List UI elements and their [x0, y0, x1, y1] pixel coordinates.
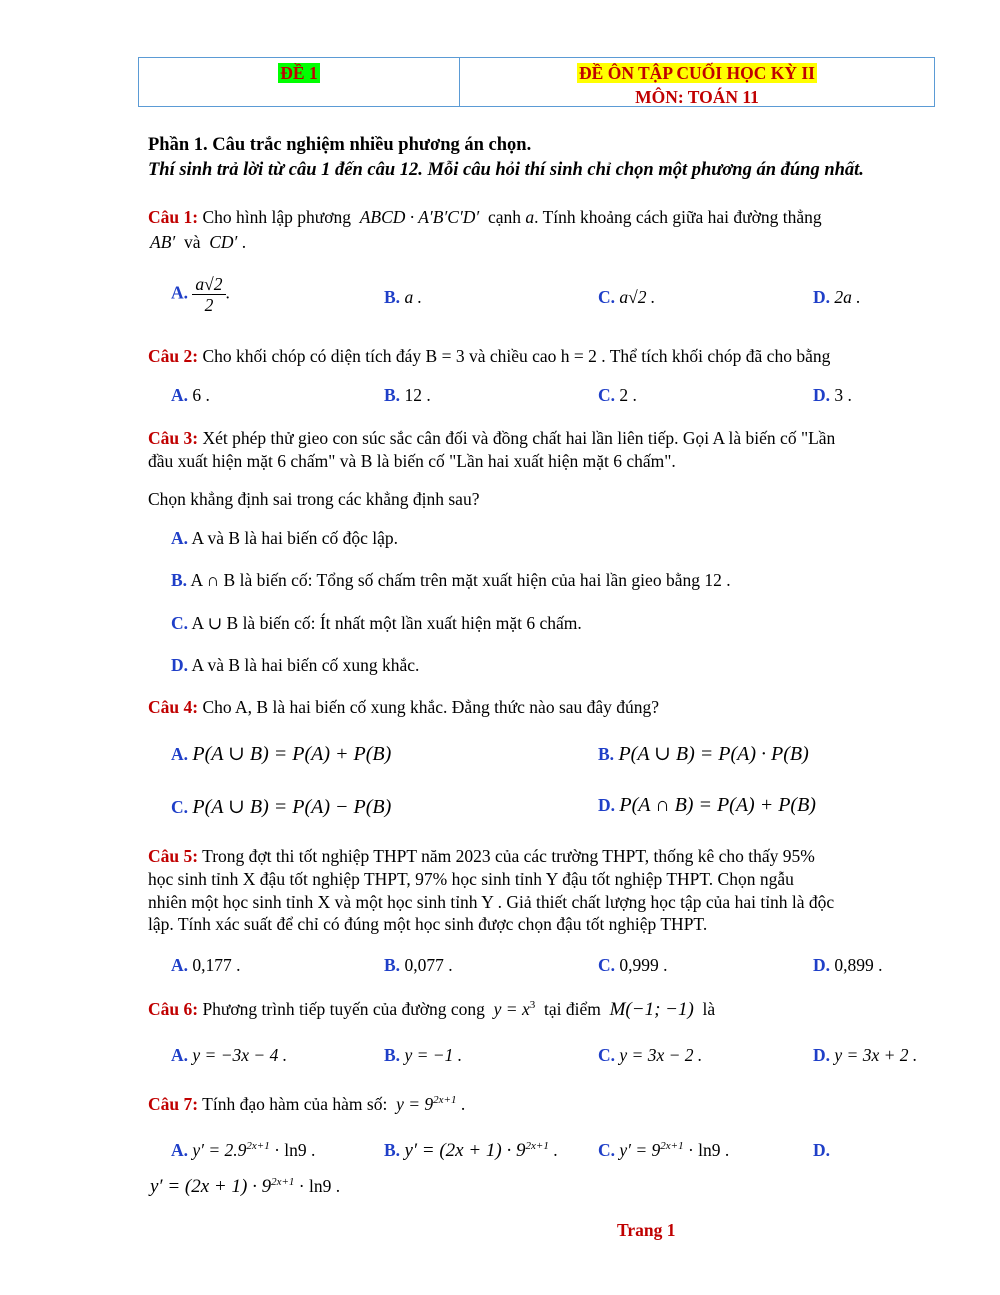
q7-option-a[interactable] [171, 1140, 315, 1161]
q3-option-c-text: A ∪ B là biến cố: Ít nhất một lần xuất hiện mặt 6 chấm. [191, 613, 582, 633]
q3-option-a-text: A và B là hai biến cố độc lập. [191, 528, 398, 548]
q1-option-a-label: A. [171, 282, 189, 303]
question-7: Câu 7: Tính đạo hàm của hàm số: $y = 9^{2x+1}$ . [148, 1094, 466, 1114]
q7-option-c-label: C. [598, 1140, 616, 1160]
question-2-text: Cho khối chóp có diện tích đáy B = 3 và chiều cao h = 2 . Thể tích khối chóp đã cho bằng [202, 346, 831, 366]
q1-option-a-denominator: 2 [204, 295, 214, 315]
question-7-text: Tính đạo hàm của hàm số: [202, 1094, 388, 1114]
q2-option-b-label: B. [384, 385, 401, 405]
q4-option-a-label: A. [171, 744, 189, 764]
q7-option-d-label-wrap[interactable] [813, 1140, 830, 1161]
q3-option-a[interactable] [171, 528, 398, 549]
q5-option-b-text: 0,077 . [404, 955, 453, 975]
q3-option-d-label: D. [171, 655, 189, 675]
q7-option-d-exp: 2x+1 [271, 1176, 295, 1189]
question-1-text-b: cạnh [488, 207, 522, 227]
q5-option-c-text: 0,999 . [619, 955, 668, 975]
part-instruction: Thí sinh trả lời từ câu 1 đến câu 12. Mỗi câu hỏi thí sinh chỉ chọn một phương án đúng nhất. [148, 160, 864, 180]
question-6-text-b: tại điểm [543, 999, 601, 1019]
question-3-text-2: đầu xuất hiện mặt 6 chấm" và B là biến cố "Lần hai xuất hiện mặt 6 chấm". [148, 451, 676, 471]
question-1-text: Cho hình lập phương [202, 207, 351, 227]
q5-option-d-text: 0,899 . [834, 955, 883, 975]
q4-option-c[interactable] [171, 794, 391, 819]
q5-option-d[interactable] [813, 955, 883, 976]
question-1-line-cd: CD′ [209, 232, 238, 252]
q2-option-d-text: 3 . [834, 385, 852, 405]
question-6-text-a: Phương trình tiếp tuyến của đường cong [202, 999, 485, 1019]
question-4 [148, 697, 659, 718]
q3-option-b[interactable] [171, 570, 731, 591]
question-5-text-1: Trong đợt thi tốt nghiệp THPT năm 2023 của các trường THPT, thống kê cho thấy 95% [202, 846, 815, 866]
q2-option-a[interactable] [171, 385, 210, 406]
part-title: Phần 1. Câu trắc nghiệm nhiều phương án chọn. [148, 135, 532, 155]
q1-option-d-text: 2a . [834, 287, 861, 307]
q2-option-a-label: A. [171, 385, 189, 405]
q5-option-a-text: 0,177 . [192, 955, 241, 975]
question-1-line1 [148, 207, 822, 228]
q2-option-d[interactable] [813, 385, 852, 406]
question-5-line1 [148, 846, 815, 867]
question-1-and: và [183, 232, 201, 252]
q1-option-d[interactable] [813, 287, 861, 308]
q4-option-b-label: B. [598, 744, 615, 764]
q7-option-c-pre: y′ = 9 [619, 1140, 661, 1160]
question-6 [148, 999, 715, 1021]
q1-option-a-fraction [192, 274, 225, 315]
q7-option-c[interactable] [598, 1140, 729, 1161]
q7-option-b-label: B. [384, 1140, 401, 1160]
q2-option-c[interactable] [598, 385, 637, 406]
q6-option-d[interactable] [813, 1045, 917, 1066]
question-3-line1 [148, 428, 835, 449]
q3-option-d[interactable] [171, 655, 419, 676]
q6-option-b[interactable] [384, 1045, 462, 1066]
q7-option-d-post: · ln9 . [294, 1176, 341, 1196]
q1-option-c-label: C. [598, 287, 616, 307]
q7-option-a-post: · ln9 . [269, 1140, 316, 1160]
q5-option-b-label: B. [384, 955, 401, 975]
q7-option-a-label: A. [171, 1140, 189, 1160]
q6-option-b-text: y = −1 . [404, 1045, 463, 1065]
q6-option-d-text: y = 3x + 2 . [834, 1045, 918, 1065]
q4-option-a[interactable] [171, 741, 391, 766]
q3-option-c[interactable] [171, 613, 582, 634]
question-4-text: Cho A, B là hai biến cố xung khắc. Đẳng thức nào sau đây đúng? [202, 697, 660, 717]
q2-option-b-text: 12 . [404, 385, 431, 405]
question-1-text-c: . Tính khoảng cách giữa hai đường thẳng [534, 207, 822, 227]
q6-option-c-text: y = 3x − 2 . [619, 1045, 703, 1065]
q4-option-a-text: P(A ∪ B) = P(A) + P(B) [192, 743, 392, 765]
q2-option-a-text: 6 . [192, 385, 210, 405]
question-6-label: Câu 6: [148, 999, 199, 1019]
q3-option-c-label: C. [171, 613, 189, 633]
q4-option-d-text: P(A ∩ B) = P(A) + P(B) [619, 794, 816, 816]
q5-option-c-label: C. [598, 955, 616, 975]
question-6-point: M(−1; −1) [609, 999, 694, 1020]
q6-option-a-label: A. [171, 1045, 189, 1065]
q7-option-b-post: . [548, 1140, 558, 1160]
q1-option-b-text: a . [404, 287, 422, 307]
q6-option-b-label: B. [384, 1045, 401, 1065]
question-7-func-exp: 2x+1 [433, 1094, 457, 1107]
q3-option-b-label: B. [171, 570, 188, 590]
q5-option-b[interactable] [384, 955, 453, 976]
q7-option-d-label: D. [813, 1140, 831, 1160]
q4-option-b-text: P(A ∪ B) = P(A) · P(B) [618, 743, 809, 765]
q6-option-a[interactable] [171, 1045, 287, 1066]
q4-option-c-label: C. [171, 797, 189, 817]
question-7-func: y = 9 [396, 1094, 434, 1114]
question-7-label: Câu 7: [148, 1094, 199, 1114]
exam-header-table [138, 57, 935, 107]
q7-option-c-exp: 2x+1 [660, 1140, 684, 1153]
q5-option-c[interactable] [598, 955, 668, 976]
question-5-label: Câu 5: [148, 846, 199, 866]
exam-title-cell [460, 58, 934, 106]
exam-title: ĐỀ ÔN TẬP CUỐI HỌC KỲ II [579, 63, 815, 83]
q2-option-c-label: C. [598, 385, 616, 405]
question-3-text-1: Xét phép thử gieo con súc sắc cân đối và đồng chất hai lần liên tiếp. Gọi A là biến cố "Lần [202, 428, 836, 448]
question-5-text-3: nhiên một học sinh tỉnh X và một học sinh tỉnh Y . Giả thiết chất lượng học tập của hai tỉnh là độc [148, 892, 835, 912]
question-1-line-ab: AB′ [150, 232, 176, 252]
q5-option-d-label: D. [813, 955, 831, 975]
q6-option-d-label: D. [813, 1045, 831, 1065]
question-5-text-4: lập. Tính xác suất để chỉ có đúng một học sinh được chọn đậu tốt nghiệp THPT. [148, 914, 708, 934]
q5-option-a[interactable] [171, 955, 241, 976]
question-5-text-2: học sinh tỉnh X đậu tốt nghiệp THPT, 97% học sinh tỉnh Y đậu tốt nghiệp THPT. Chọn ngẫu [148, 869, 794, 889]
question-1-cube: ABCD · A′B′C′D′ [359, 207, 480, 227]
q7-option-d-pre: y′ = (2x + 1) · 9 [150, 1176, 272, 1197]
question-1-line2: AB′ và CD′ . [150, 232, 247, 252]
exam-code: ĐỀ 1 [280, 63, 318, 83]
q6-option-a-text: y = −3x − 4 . [192, 1045, 288, 1065]
q7-option-a-exp: 2x+1 [246, 1140, 270, 1153]
q1-option-a-numerator: a√2 [192, 274, 225, 295]
question-6-curve-exp: 3 [529, 999, 536, 1012]
q4-option-c-text: P(A ∪ B) = P(A) − P(B) [192, 796, 392, 818]
q7-option-b-pre: y′ = (2x + 1) · 9 [404, 1140, 526, 1161]
question-2 [148, 346, 830, 367]
q6-option-c-label: C. [598, 1045, 616, 1065]
page-number: Trang 1 [617, 1220, 676, 1240]
q7-option-d[interactable] [150, 1176, 340, 1198]
q2-option-d-label: D. [813, 385, 831, 405]
q1-option-a[interactable]: A. $\frac{a√2}{2}$ . [171, 274, 230, 315]
q7-option-b-exp: 2x+1 [525, 1140, 549, 1153]
exam-code-cell [139, 58, 460, 106]
question-2-label: Câu 2: [148, 346, 199, 366]
q7-option-b[interactable] [384, 1140, 558, 1162]
question-4-label: Câu 4: [148, 697, 199, 717]
question-1-var: a [525, 207, 535, 227]
q4-option-d-label: D. [598, 795, 616, 815]
q2-option-b[interactable] [384, 385, 431, 406]
question-3-prompt: Chọn khẳng định sai trong các khẳng định sau? [148, 489, 480, 509]
q1-option-c[interactable] [598, 287, 655, 308]
exam-subject: MÔN: TOÁN 11 [635, 87, 759, 107]
question-6-curve: y = x [493, 999, 530, 1019]
q4-option-d[interactable] [598, 794, 816, 817]
question-1-label: Câu 1: [148, 207, 199, 227]
q3-option-b-text: A ∩ B là biến cố: Tổng số chấm trên mặt xuất hiện của hai lần gieo bằng 12 . [190, 570, 731, 590]
q6-option-c[interactable] [598, 1045, 702, 1066]
q1-option-d-label: D. [813, 287, 831, 307]
q7-option-a-pre: y′ = 2.9 [192, 1140, 247, 1160]
q3-option-d-text: A và B là hai biến cố xung khắc. [191, 655, 420, 675]
q1-option-c-text: a√2 . [619, 287, 656, 307]
q1-option-b[interactable] [384, 287, 422, 308]
q4-option-b[interactable] [598, 741, 809, 766]
question-6-text-c: là [702, 999, 716, 1019]
q5-option-a-label: A. [171, 955, 189, 975]
question-3-label: Câu 3: [148, 428, 199, 448]
q7-option-c-post: · ln9 . [683, 1140, 730, 1160]
q1-option-b-label: B. [384, 287, 401, 307]
q2-option-c-text: 2 . [619, 385, 637, 405]
q3-option-a-label: A. [171, 528, 189, 548]
